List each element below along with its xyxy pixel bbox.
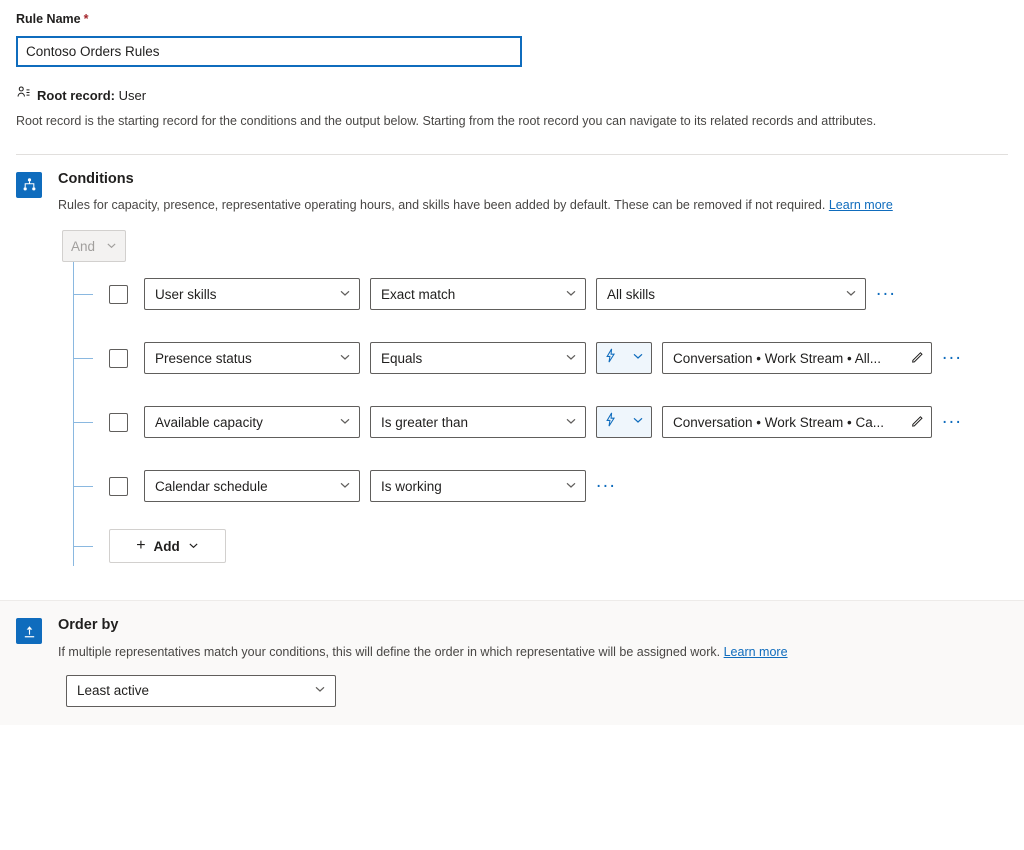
root-record-value: User bbox=[118, 87, 147, 103]
chevron-down-icon bbox=[339, 287, 351, 302]
condition-value-text: All skills bbox=[607, 286, 656, 302]
tree-elbow bbox=[73, 294, 93, 295]
chevron-down-icon bbox=[632, 413, 644, 431]
condition-operator-value: Exact match bbox=[381, 286, 456, 302]
condition-row-checkbox[interactable] bbox=[109, 349, 128, 368]
condition-operator-select[interactable] bbox=[370, 342, 586, 374]
order-by-learn-more-link[interactable]: Learn more bbox=[723, 644, 788, 659]
chevron-down-icon bbox=[565, 287, 577, 302]
tree-elbow bbox=[73, 546, 93, 547]
chevron-down-icon bbox=[339, 479, 351, 494]
chevron-down-icon bbox=[314, 683, 326, 698]
condition-row bbox=[62, 390, 1008, 454]
group-operator-label: And bbox=[71, 238, 96, 254]
order-by-selected-value: Least active bbox=[77, 683, 150, 699]
person-record-icon bbox=[16, 85, 31, 105]
chevron-down-icon bbox=[565, 351, 577, 366]
condition-row-checkbox[interactable] bbox=[109, 413, 128, 432]
order-by-select[interactable] bbox=[66, 675, 336, 707]
condition-attribute-select[interactable] bbox=[144, 278, 360, 310]
required-indicator: * bbox=[83, 12, 89, 26]
lightning-icon bbox=[604, 348, 617, 368]
condition-operator-select[interactable] bbox=[370, 278, 586, 310]
condition-value-token[interactable] bbox=[662, 406, 932, 438]
rule-name-label: Rule Name bbox=[16, 12, 81, 26]
order-by-section bbox=[0, 600, 1024, 724]
condition-overflow-menu[interactable]: ... bbox=[942, 407, 963, 429]
tree-elbow bbox=[73, 486, 93, 487]
add-condition-label: Add bbox=[153, 538, 180, 554]
dynamic-value-toggle-button[interactable] bbox=[596, 406, 652, 438]
root-record-section bbox=[0, 67, 1024, 155]
chevron-down-icon bbox=[845, 287, 857, 302]
condition-row bbox=[62, 454, 1008, 518]
add-condition-button[interactable] bbox=[109, 529, 226, 563]
plus-icon: + bbox=[136, 537, 146, 555]
chevron-down-icon bbox=[565, 479, 577, 494]
condition-row bbox=[62, 326, 1008, 390]
tree-elbow bbox=[73, 422, 93, 423]
order-by-description-text: If multiple representatives match your conditions, this will define the order in which representative will be assigned work. bbox=[58, 644, 721, 659]
condition-attribute-value: User skills bbox=[155, 286, 217, 302]
condition-attribute-value: Calendar schedule bbox=[155, 478, 268, 494]
rule-name-input[interactable] bbox=[16, 36, 522, 67]
conditions-title: Conditions bbox=[58, 170, 134, 187]
order-by-description bbox=[58, 645, 788, 659]
chevron-down-icon bbox=[188, 539, 199, 554]
condition-operator-select[interactable] bbox=[370, 470, 586, 502]
condition-operator-select[interactable] bbox=[370, 406, 586, 438]
lightning-icon bbox=[604, 412, 617, 432]
chevron-down-icon bbox=[339, 351, 351, 366]
pencil-icon[interactable] bbox=[911, 414, 924, 430]
condition-attribute-select[interactable] bbox=[144, 406, 360, 438]
conditions-builder bbox=[62, 230, 1008, 574]
condition-overflow-menu[interactable]: ... bbox=[942, 343, 963, 365]
conditions-learn-more-link[interactable]: Learn more bbox=[828, 198, 893, 213]
conditions-tree bbox=[62, 262, 1008, 574]
chevron-down-icon bbox=[106, 239, 117, 254]
root-record-title bbox=[37, 88, 146, 103]
rule-name-section bbox=[0, 0, 1024, 67]
dynamic-value-toggle-button[interactable] bbox=[596, 342, 652, 374]
root-record-title-text: Root record: bbox=[37, 87, 115, 103]
condition-attribute-select[interactable] bbox=[144, 470, 360, 502]
group-operator-select[interactable] bbox=[62, 230, 126, 262]
condition-value-select[interactable] bbox=[596, 278, 866, 310]
condition-row bbox=[62, 262, 1008, 326]
conditions-description bbox=[58, 198, 893, 212]
conditions-description-text: Rules for capacity, presence, representative operating hours, and skills have been added by default. These can be removed if not required. bbox=[58, 198, 826, 213]
pencil-icon[interactable] bbox=[911, 350, 924, 366]
tree-elbow bbox=[73, 358, 93, 359]
condition-row-checkbox[interactable] bbox=[109, 285, 128, 304]
condition-overflow-menu[interactable]: ... bbox=[596, 471, 617, 493]
condition-operator-value: Equals bbox=[381, 350, 423, 366]
condition-attribute-value: Presence status bbox=[155, 350, 252, 366]
order-by-icon bbox=[16, 618, 42, 644]
condition-attribute-value: Available capacity bbox=[155, 414, 263, 430]
conditions-section bbox=[0, 155, 1024, 574]
condition-row-checkbox[interactable] bbox=[109, 477, 128, 496]
conditions-branch-icon bbox=[16, 172, 42, 198]
chevron-down-icon bbox=[565, 415, 577, 430]
condition-overflow-menu[interactable]: ... bbox=[876, 279, 897, 301]
chevron-down-icon bbox=[632, 349, 644, 367]
order-by-title: Order by bbox=[58, 617, 119, 634]
condition-value-text: Conversation • Work Stream • Ca... bbox=[673, 414, 885, 430]
condition-value-token[interactable] bbox=[662, 342, 932, 374]
chevron-down-icon bbox=[339, 415, 351, 430]
root-record-description: Root record is the starting record for the conditions and the output below. Starting from the root record you can navigate to its related records and attributes. bbox=[16, 114, 877, 128]
condition-operator-value: Is greater than bbox=[381, 414, 469, 430]
condition-operator-value: Is working bbox=[381, 478, 442, 494]
add-condition-row bbox=[62, 518, 1008, 574]
condition-value-text: Conversation • Work Stream • All... bbox=[673, 350, 882, 366]
condition-attribute-select[interactable] bbox=[144, 342, 360, 374]
